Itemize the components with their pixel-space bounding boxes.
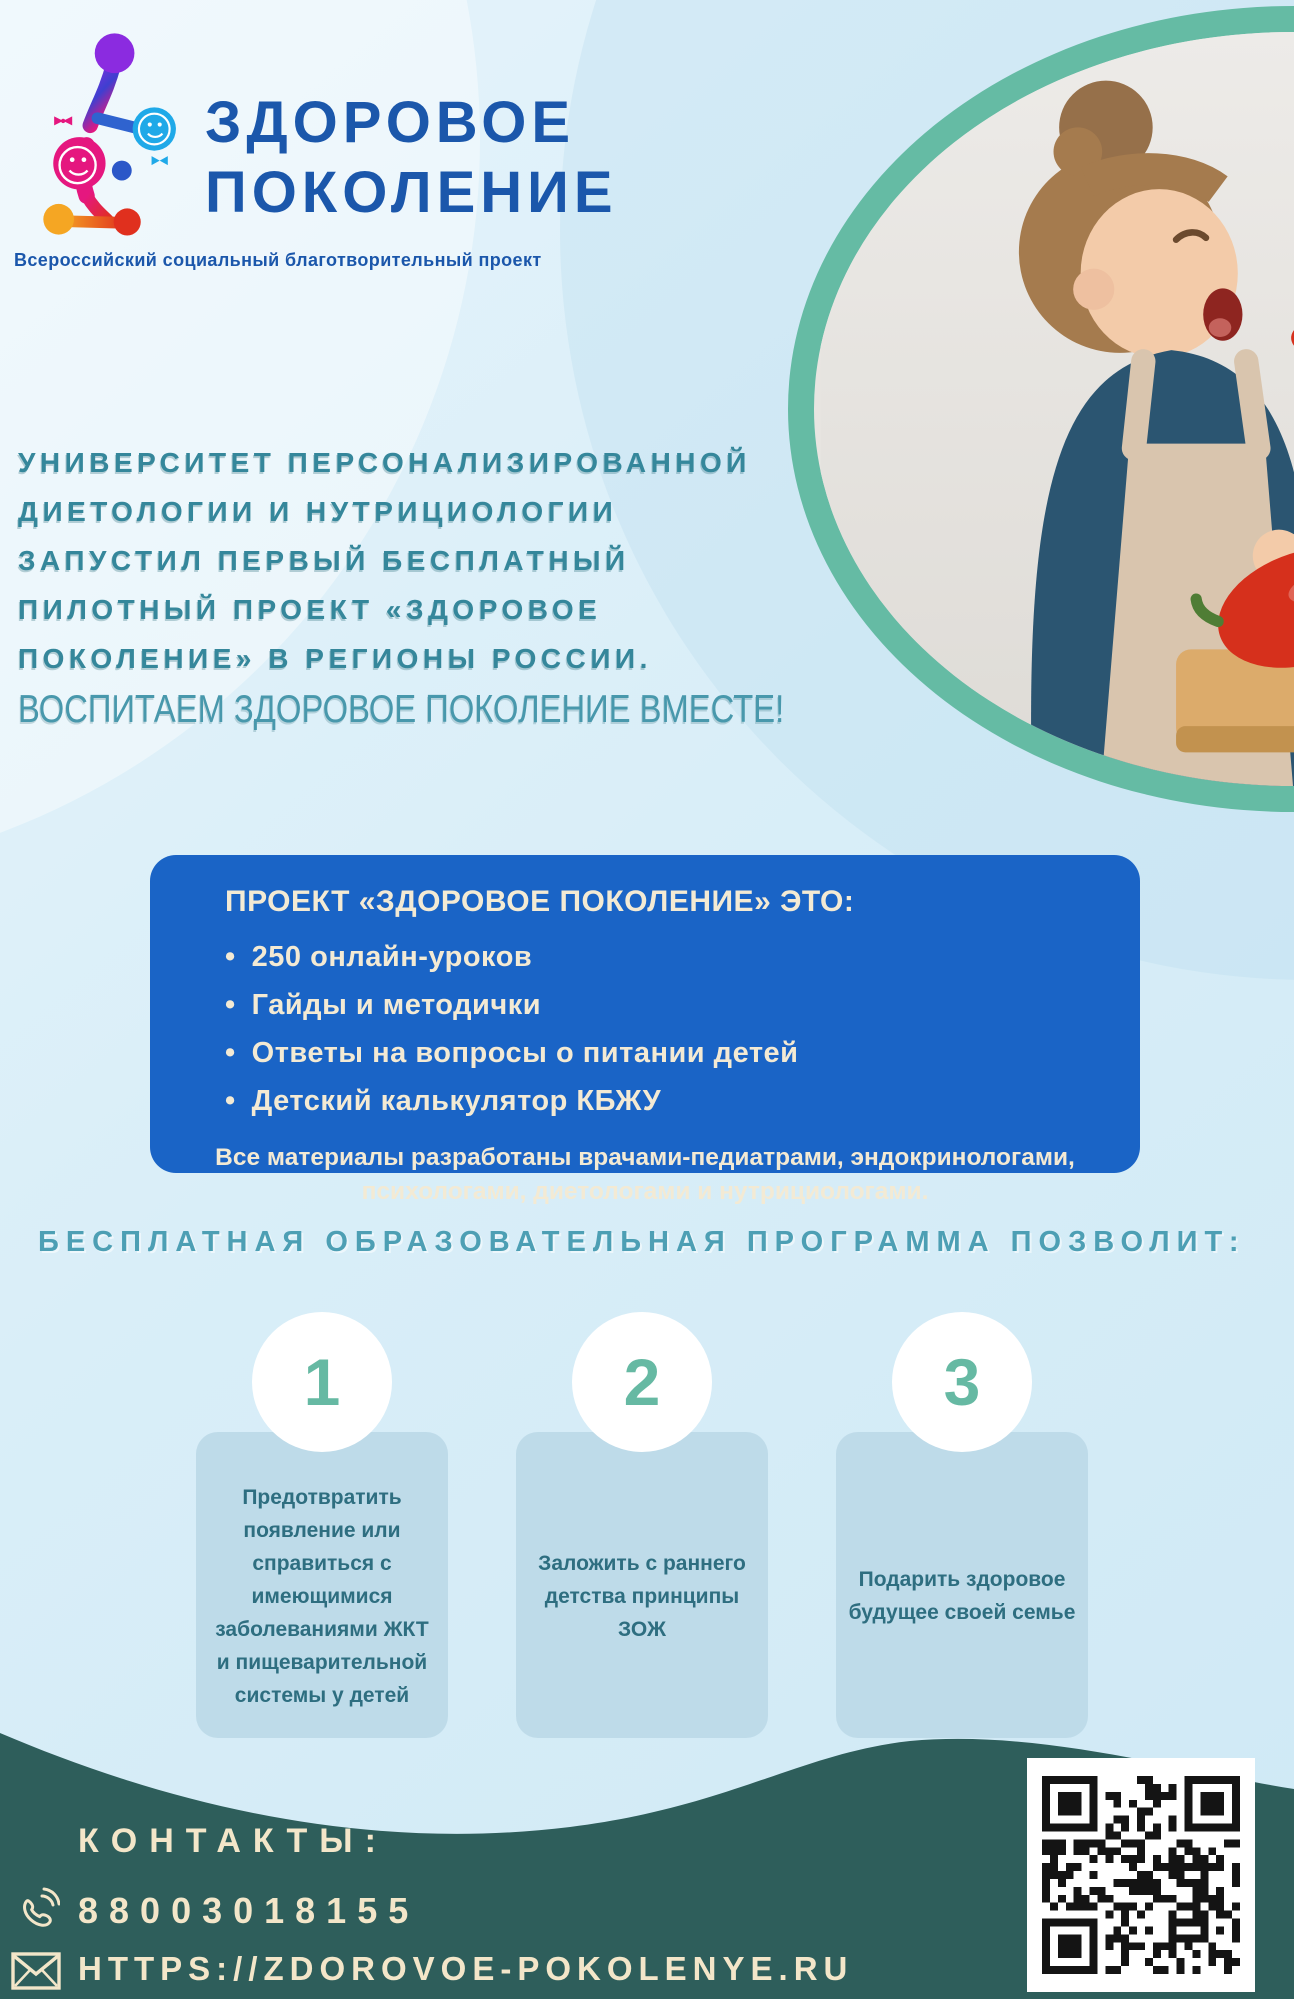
qr-code-pattern [1042,1776,1240,1974]
project-info-box [150,855,1140,1205]
program-card-3-number [892,1312,1032,1452]
intro-line-5: ПОКОЛЕНИЕ» В РЕГИОНЫ РОССИИ. [18,643,652,674]
intro-line-1: УНИВЕРСИТЕТ ПЕРСОНАЛИЗИРОВАННОЙ [18,447,751,478]
project-bullet-2: • Гайды и методички [225,981,1140,1029]
intro-line-3: ЗАПУСТИЛ ПЕРВЫЙ БЕСПЛАТНЫЙ [18,545,630,576]
program-card-2-text: Заложить с раннего детства принципы ЗОЖ [538,1551,746,1641]
phone-number[interactable]: 88003018155 [78,1890,420,1931]
number-2: 2 [623,1345,661,1419]
brand-subtitle: Всероссийский социальный благотворительный проект [14,250,542,270]
program-heading: БЕСПЛАТНАЯ ОБРАЗОВАТЕЛЬНАЯ ПРОГРАММА ПОЗВОЛИТ: [38,1226,1246,1258]
program-card-3-text: Подарить здоровое будущее своей семье [848,1568,1076,1624]
program-card-1-text: Предотвратить появление или справиться с имеющимися заболеваниями ЖКТ и пищеварительной системы у детей [215,1485,429,1707]
project-box-note [150,1141,1140,1209]
project-box-list [150,933,1140,1125]
qr-code [1027,1758,1255,1992]
project-bullet-4: • Детский калькулятор КБЖУ [225,1077,1140,1125]
project-box-heading: ПРОЕКТ «ЗДОРОВОЕ ПОКОЛЕНИЕ» ЭТО: [225,885,855,918]
phone-icon [14,1886,60,1936]
slogan-text: ВОСПИТАЕМ ЗДОРОВОЕ ПОКОЛЕНИЕ ВМЕСТЕ! [18,688,785,731]
program-card-2-number [572,1312,712,1452]
project-note-line2: психологами, диетологами и нутрициологами. [361,1178,929,1205]
pink-bow-icon [54,116,72,125]
intro-line-2: ДИЕТОЛОГИИ И НУТРИЦИОЛОГИИ [18,496,618,527]
email-icon [10,1950,62,1992]
number-3: 3 [943,1345,981,1419]
project-bullet-3: • Ответы на вопросы о питании детей [225,1029,1140,1077]
logo-molecule-icon [26,28,214,240]
blue-bowtie-icon [152,156,168,165]
website-link[interactable]: HTTPS://ZDOROVOE-POKOLENYE.RU [78,1950,854,1987]
project-bullet-1: • 250 онлайн-уроков [225,933,1140,981]
contacts-heading: КОНТАКТЫ: [78,1822,388,1860]
intro-text [18,438,751,683]
project-note-line1: Все материалы разработаны врачами-педиатрами, эндокринологами, [215,1144,1075,1171]
number-1: 1 [303,1345,341,1419]
brand-title-line1: ЗДОРОВОЕ [205,90,576,155]
intro-line-4: ПИЛОТНЫЙ ПРОЕКТ «ЗДОРОВОЕ [18,594,602,625]
brand-title-line2: ПОКОЛЕНИЕ [205,160,618,225]
program-card-1-number [252,1312,392,1452]
brand-title [205,88,618,228]
